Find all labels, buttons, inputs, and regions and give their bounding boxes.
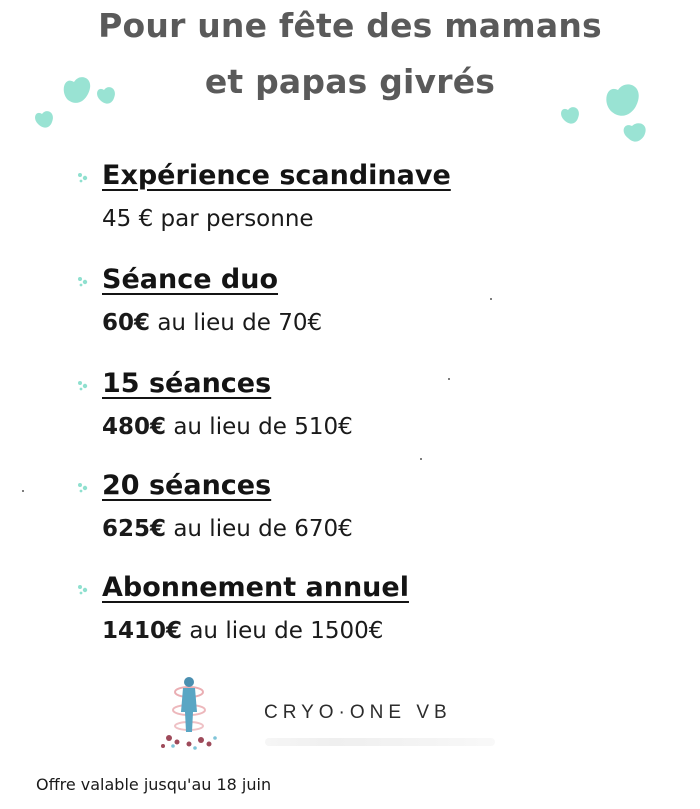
- brand-name: CRYO·ONE VB: [264, 702, 452, 723]
- title-line-2: et papas givrés: [204, 62, 496, 101]
- sparkle-bullet-icon: [76, 274, 90, 293]
- title-line-1: Pour une fête des mamans: [98, 6, 602, 45]
- sparkle-bullet-icon: [76, 480, 90, 499]
- offer-price: 45 € par personne: [102, 206, 314, 232]
- offer-heading: Abonnement annuel: [102, 572, 409, 603]
- offer-heading: Expérience scandinave: [102, 160, 451, 191]
- brand-tagline-faded: [265, 738, 495, 746]
- sparkle-bullet-icon: [76, 170, 90, 189]
- offer-price: 1410€ au lieu de 1500€: [102, 618, 384, 644]
- hearts-right-icon: [556, 76, 666, 156]
- scan-speck: [22, 490, 24, 492]
- offer-validity: Offre valable jusqu'au 18 juin: [36, 775, 272, 794]
- offer-heading: Séance duo: [102, 264, 279, 295]
- offer-price: 480€ au lieu de 510€: [102, 414, 353, 440]
- hearts-left-icon: [30, 62, 130, 142]
- scan-speck: [420, 458, 422, 460]
- sparkle-bullet-icon: [76, 582, 90, 601]
- offer-heading: 15 séances: [102, 368, 272, 399]
- offer-heading: 20 séances: [102, 470, 272, 501]
- sparkle-bullet-icon: [76, 378, 90, 397]
- scan-speck: [448, 378, 450, 380]
- person-cryo-logo-icon: [155, 672, 227, 757]
- offer-price: 60€ au lieu de 70€: [102, 310, 323, 336]
- scan-speck: [490, 298, 492, 300]
- offer-price: 625€ au lieu de 670€: [102, 516, 353, 542]
